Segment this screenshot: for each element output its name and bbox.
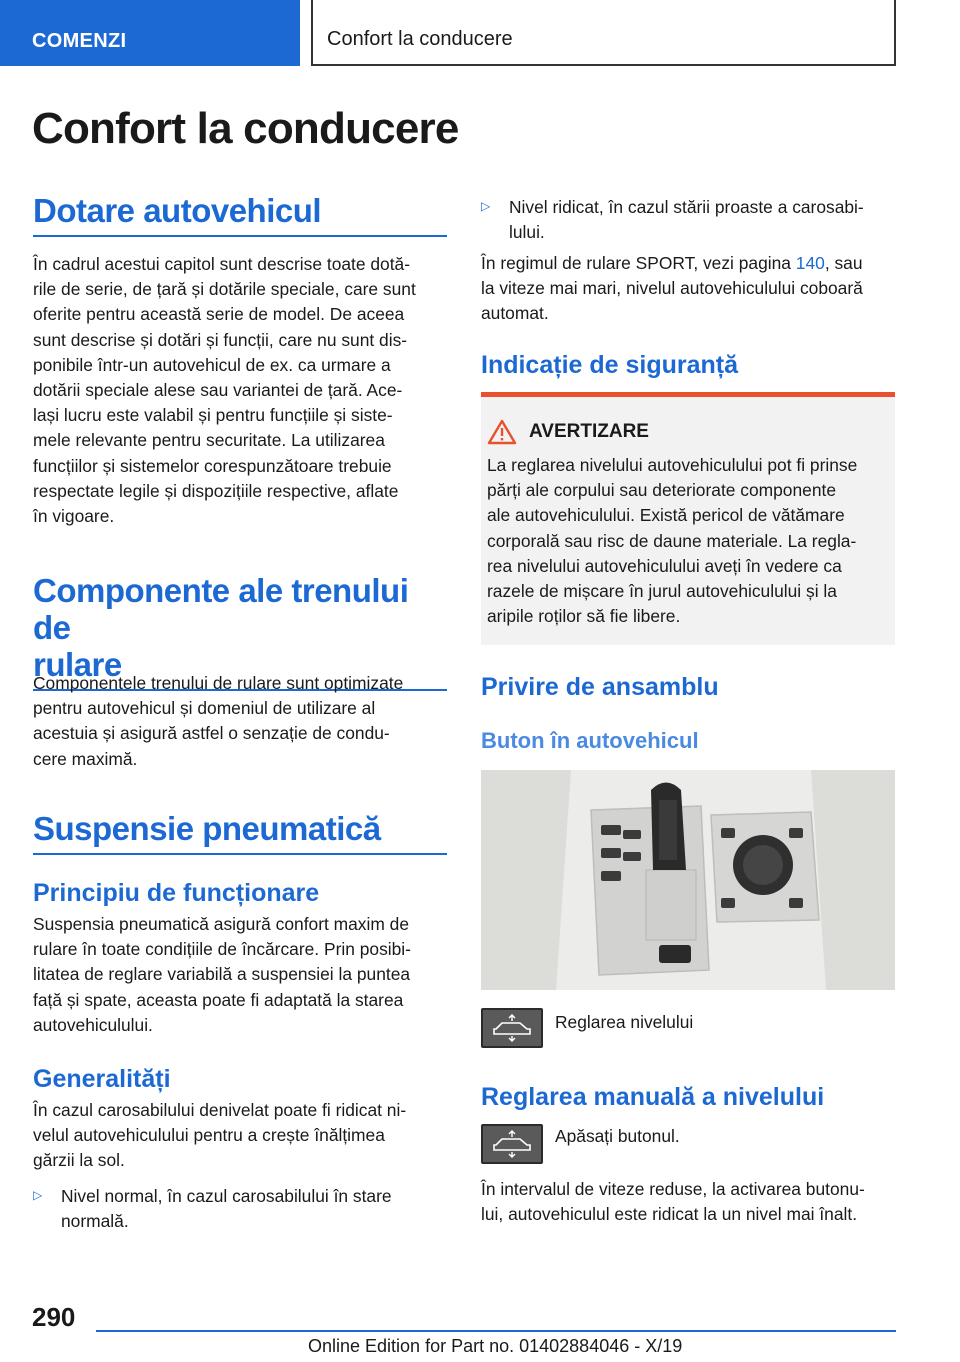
text-line: lași lucru este valabil și pentru funcțiile și siste- (33, 405, 393, 426)
text-line: lui, autovehiculul este ridicat la un nivel mai înalt. (481, 1204, 858, 1225)
manual-text (481, 1177, 895, 1227)
level-control-button-icon (481, 1008, 543, 1048)
warning-title: AVERTIZARE (529, 421, 649, 442)
car-level-icon (490, 1013, 534, 1043)
page-header (0, 0, 960, 66)
text-span: , sau (824, 253, 863, 273)
text-line: rile de serie, de țară și dotările speciale, care sunt (33, 279, 416, 300)
heading-line: Componente ale trenului de (33, 572, 409, 646)
text-line: față și spate, aceasta poate fi adaptată la starea (33, 989, 404, 1010)
footer-edition: Online Edition for Part no. 01402884046 - X/19 (308, 1336, 683, 1356)
text-span: În regimul de rulare SPORT, vezi pagina (481, 253, 796, 273)
section-generalitati (33, 1064, 447, 1234)
text-line: dotării speciale alese sau variantei de țară. Ace- (33, 380, 403, 401)
bullet-line: Nivel ridicat, în cazul stării proaste a carosabi- (509, 197, 864, 217)
text-line: aripile roților să fie libere. (487, 606, 681, 627)
heading-privire-wrap (481, 672, 895, 702)
heading-generalitati: Generalități (33, 1065, 171, 1093)
center-console-illustration (481, 770, 895, 990)
heading-line: rulare (33, 646, 122, 683)
bullet-line: lului. (509, 222, 545, 243)
sport-text (481, 251, 895, 327)
text-line: În intervalul de viteze reduse, la activarea butonu- (481, 1179, 865, 1199)
heading-manual: Reglarea manuală a nivelului (481, 1083, 825, 1111)
section-tab: COMENZI (0, 0, 300, 66)
text-line: automat. (481, 303, 549, 324)
text-line: În cadrul acestui capitol sunt descrise toate dotă- (33, 254, 411, 274)
text-line: autovehiculului. (33, 1014, 153, 1035)
text-line: rulare în toate condițiile de încărcare. Prin posibi- (33, 939, 411, 960)
level-control-button-icon (481, 1124, 543, 1164)
text-line (481, 251, 895, 276)
page-number: 290 (32, 1302, 76, 1332)
text-line: acestuia și asigură astfel o senzație de condu- (33, 723, 390, 744)
bullet-line: normală. (61, 1210, 129, 1231)
text-line: funcțiilor și sistemelor corespunzătoare trebuie (33, 455, 392, 476)
page-link[interactable]: 140 (795, 253, 825, 273)
warning-triangle-icon (487, 419, 517, 445)
manual-step-row (481, 1124, 895, 1164)
text-line: velul autovehiculului pentru a crește înălțimea (33, 1125, 385, 1146)
footer-divider (96, 1330, 896, 1332)
warning-box (481, 392, 895, 645)
text-line: în vigoare. (33, 506, 115, 527)
header-title: Confort la conducere (311, 0, 896, 66)
manual-step: Apăsați butonul. (555, 1126, 680, 1146)
heading-buton-wrap (481, 727, 895, 755)
dotare-text (33, 252, 447, 529)
section-principiu (33, 878, 447, 1038)
heading-manual-wrap (481, 1082, 895, 1112)
text-line: la viteze mai mari, nivelul autovehiculului coboară (481, 278, 863, 299)
text-line: La reglarea nivelului autovehiculului pot fi prinse (487, 455, 858, 475)
section-suspensie (33, 810, 447, 855)
text-line: pentru autovehicul și domeniul de utilizare al (33, 698, 376, 719)
text-line: respectate legile și dispozițiile respective, aflate (33, 480, 399, 501)
text-line: litatea de reglare variabilă a suspensiei la puntea (33, 964, 411, 985)
console-photo (481, 770, 895, 990)
text-line: gărzii la sol. (33, 1150, 125, 1171)
text-line: Suspensia pneumatică asigură confort maxim de (33, 914, 410, 934)
icon-caption-row (481, 1008, 895, 1048)
text-line: sunt descrise și dotări și funcții, care nu sunt dis- (33, 329, 408, 350)
triangle-bullet-icon: ▷ (481, 199, 491, 213)
list-item (33, 1184, 447, 1234)
text-line: ale autovehiculului. Există pericol de vătămare (487, 505, 845, 526)
section-dotare (33, 192, 447, 237)
text-line: mele relevante pentru securitate. La utilizarea (33, 430, 385, 451)
text-line: cere maximă. (33, 748, 138, 769)
car-level-icon (490, 1129, 534, 1159)
text-line: rea nivelului autovehiculului aveți în vedere ca (487, 555, 842, 576)
componente-text (33, 671, 447, 772)
text-line: ponibile într-un autovehicul de ex. ca urmare a (33, 354, 391, 375)
icon-caption: Reglarea nivelului (555, 1012, 694, 1032)
text-line: Componentele trenului de rulare sunt optimizate (33, 673, 404, 693)
heading-principiu: Principiu de funcționare (33, 879, 320, 907)
bullet-line: Nivel normal, în cazul carosabilului în stare (61, 1185, 392, 1206)
heading-buton: Buton în autovehicul (481, 728, 699, 753)
text-line: părți ale corpului sau deteriorate componente (487, 480, 836, 501)
text-line: oferite pentru această serie de model. De aceea (33, 304, 405, 325)
heading-siguranta: Indicație de siguranță (481, 351, 739, 379)
bullet (481, 195, 895, 245)
warning-header (487, 419, 889, 445)
heading-suspensie: Suspensie pneumatică (33, 810, 447, 855)
text-line: În cazul carosabilului denivelat poate fi ridicat ni- (33, 1100, 407, 1120)
text-line: razele de mișcare în jurul autovehiculului și la (487, 581, 837, 602)
heading-privire: Privire de ansamblu (481, 673, 719, 701)
page-title: Confort la conducere (32, 104, 459, 153)
text-line: corporală sau risc de daune materiale. La regla- (487, 530, 857, 551)
heading-siguranta-wrap (481, 350, 895, 380)
list-item (481, 195, 895, 245)
triangle-bullet-icon: ▷ (33, 1187, 43, 1202)
heading-dotare: Dotare autovehicul (33, 192, 447, 237)
